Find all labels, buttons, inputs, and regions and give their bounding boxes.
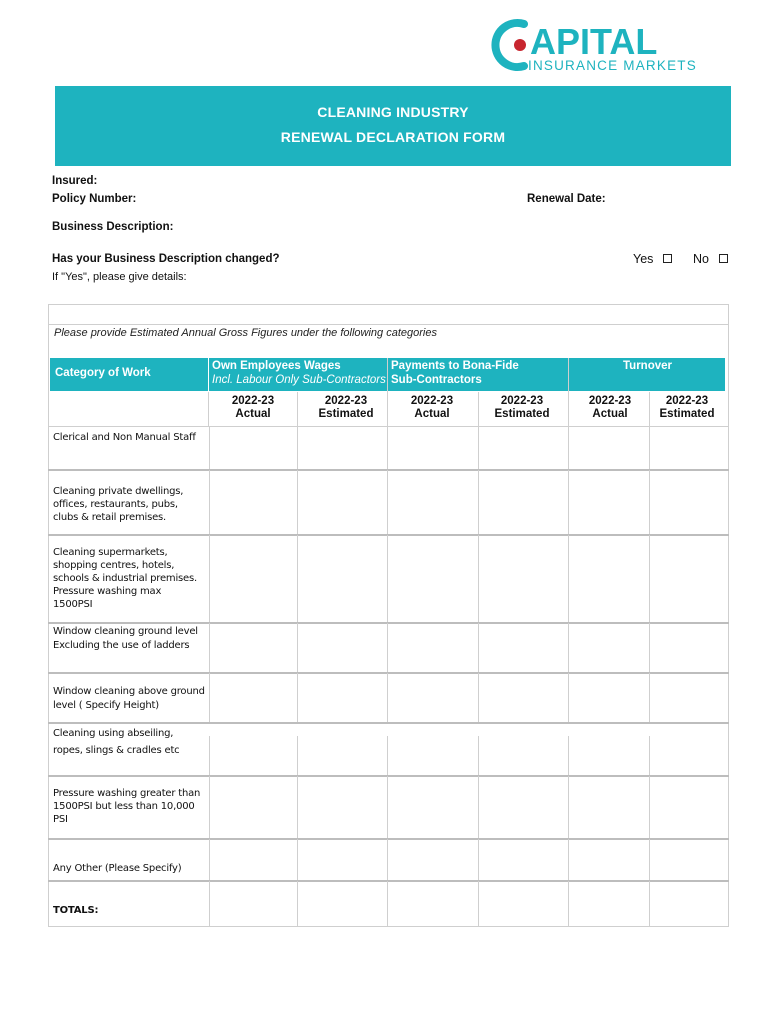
figure-input-cell[interactable] (568, 776, 649, 838)
year-col-1-kind: Actual (235, 408, 271, 420)
figure-input-cell[interactable] (387, 535, 478, 622)
insured-label: Insured: (52, 175, 98, 187)
yes-label: Yes (633, 252, 654, 266)
figure-input-cell[interactable] (478, 776, 568, 838)
figure-input-cell[interactable] (568, 623, 649, 672)
figure-input-cell[interactable] (478, 427, 568, 469)
figure-input-cell[interactable] (209, 881, 297, 926)
figure-input-cell[interactable] (297, 623, 387, 672)
figure-input-cell[interactable] (387, 776, 478, 838)
year-col-4-kind: Estimated (494, 408, 550, 420)
figure-input-cell[interactable] (297, 427, 387, 469)
figure-input-cell[interactable] (297, 736, 387, 775)
figure-input-cell[interactable] (649, 623, 724, 672)
yes-option[interactable] (633, 252, 672, 266)
row-divider (48, 722, 729, 724)
figure-input-cell[interactable] (209, 535, 297, 622)
header-wages-line2: Incl. Labour Only Sub-Contractors (212, 374, 386, 386)
year-col-6-kind: Estimated (659, 408, 715, 420)
figure-input-cell[interactable] (649, 427, 724, 469)
figure-input-cell[interactable] (649, 470, 724, 534)
yes-checkbox[interactable] (663, 254, 672, 263)
row-label-window-ground: Window cleaning ground level Excluding the use of ladders (53, 626, 198, 651)
figure-input-cell[interactable] (209, 427, 297, 469)
no-checkbox[interactable] (719, 254, 728, 263)
no-option[interactable] (693, 252, 728, 266)
figure-input-cell[interactable] (387, 470, 478, 534)
figure-input-cell[interactable] (297, 673, 387, 722)
row-label-supermarkets: Cleaning supermarkets, shopping centres, hotels, schools & industrial premises. Pressure washing max 1500PSI (53, 547, 197, 610)
year-col-6-year: 2022-23 (665, 395, 709, 407)
year-col-2-year: 2022-23 (324, 395, 368, 407)
header-category (50, 358, 208, 391)
year-col-3-year: 2022-23 (410, 395, 454, 407)
figure-input-cell[interactable] (297, 881, 387, 926)
figure-input-cell[interactable] (649, 776, 724, 838)
capital-logo-graphic (490, 14, 725, 76)
business-description-label: Business Description: (52, 221, 174, 233)
header-wages (209, 358, 387, 391)
row-label-private-dwellings: Cleaning private dwellings, offices, restaurants, pubs, clubs & retail premises. (53, 486, 184, 523)
figure-input-cell[interactable] (209, 776, 297, 838)
figure-input-cell[interactable] (387, 881, 478, 926)
col-divider (568, 358, 569, 426)
year-col-6 (650, 395, 724, 421)
figure-input-cell[interactable] (649, 736, 724, 775)
no-label: No (693, 252, 709, 266)
row-divider (48, 426, 729, 427)
row-label-window-above: Window cleaning above ground level ( Specify Height) (53, 686, 205, 711)
figure-input-cell[interactable] (387, 839, 478, 880)
figure-input-cell[interactable] (209, 839, 297, 880)
figure-input-cell[interactable] (568, 673, 649, 722)
figure-input-cell[interactable] (568, 736, 649, 775)
figure-input-cell[interactable] (478, 623, 568, 672)
year-col-2-kind: Estimated (318, 408, 374, 420)
figure-input-cell[interactable] (478, 736, 568, 775)
header-category-label: Category of Work (55, 367, 151, 379)
figure-input-cell[interactable] (568, 427, 649, 469)
header-wages-line1: Own Employees Wages (212, 360, 341, 372)
figure-input-cell[interactable] (568, 470, 649, 534)
year-col-2 (298, 395, 394, 421)
capital-logo (490, 14, 725, 76)
col-divider (649, 392, 650, 426)
header-payments (388, 358, 568, 391)
figure-input-cell[interactable] (649, 881, 724, 926)
caption-top-divider (48, 324, 729, 325)
if-yes-details-label: If "Yes", please give details: (52, 271, 187, 283)
figure-input-cell[interactable] (568, 535, 649, 622)
figure-input-cell[interactable] (478, 839, 568, 880)
form-title-band (55, 86, 731, 166)
logo-brand-word: APITAL (530, 21, 658, 62)
figure-input-cell[interactable] (209, 736, 297, 775)
figure-input-cell[interactable] (649, 535, 724, 622)
year-col-1-year: 2022-23 (231, 395, 275, 407)
year-col-1 (210, 395, 296, 421)
figure-input-cell[interactable] (568, 881, 649, 926)
table-caption: Please provide Estimated Annual Gross Figures under the following categories (54, 327, 437, 339)
figure-input-cell[interactable] (387, 623, 478, 672)
year-col-5-kind: Actual (592, 408, 628, 420)
logo-dot-icon (514, 39, 526, 51)
figure-input-cell[interactable] (297, 839, 387, 880)
figure-input-cell[interactable] (478, 673, 568, 722)
year-col-5-year: 2022-23 (588, 395, 632, 407)
figure-input-cell[interactable] (478, 881, 568, 926)
figure-input-cell[interactable] (387, 673, 478, 722)
year-col-4-year: 2022-23 (500, 395, 544, 407)
col-divider (208, 392, 209, 426)
header-payments-line1: Payments to Bona-Fide (391, 360, 519, 372)
row-label-pressure-washing: Pressure washing greater than 1500PSI but less than 10,000 PSI (53, 788, 201, 825)
figure-input-cell[interactable] (209, 470, 297, 534)
year-col-3-kind: Actual (414, 408, 450, 420)
figure-input-cell[interactable] (387, 427, 478, 469)
col-divider (478, 392, 479, 426)
renewal-date-label: Renewal Date: (527, 193, 606, 205)
form-title-line1: CLEANING INDUSTRY (317, 104, 469, 120)
year-col-5 (570, 395, 650, 421)
figure-input-cell[interactable] (649, 673, 724, 722)
figure-input-cell[interactable] (297, 776, 387, 838)
figure-input-cell[interactable] (209, 673, 297, 722)
figure-input-cell[interactable] (209, 623, 297, 672)
figure-input-cell[interactable] (478, 470, 568, 534)
year-col-4 (478, 395, 566, 421)
logo-tagline: INSURANCE MARKETS (528, 58, 697, 73)
row-label-totals: TOTALS: (53, 905, 99, 916)
year-col-3 (388, 395, 476, 421)
figure-input-cell[interactable] (568, 839, 649, 880)
form-title-line2: RENEWAL DECLARATION FORM (280, 129, 506, 145)
header-payments-line2: Sub-Contractors (391, 374, 482, 386)
col-divider (297, 392, 298, 426)
figure-input-cell[interactable] (297, 535, 387, 622)
figure-input-cell[interactable] (478, 535, 568, 622)
header-turnover-label: Turnover (623, 360, 672, 372)
policy-number-label: Policy Number: (52, 193, 137, 205)
figure-input-cell[interactable] (297, 470, 387, 534)
figure-input-cell[interactable] (649, 839, 724, 880)
row-label-clerical: Clerical and Non Manual Staff (53, 432, 196, 443)
row-label-any-other: Any Other (Please Specify) (53, 863, 182, 874)
header-turnover (569, 358, 725, 391)
row-label-abseiling: Cleaning using abseiling, ropes, slings & cradles etc (53, 728, 180, 756)
col-divider (387, 358, 388, 426)
figure-input-cell[interactable] (387, 736, 478, 775)
business-changed-question: Has your Business Description changed? (52, 253, 280, 265)
